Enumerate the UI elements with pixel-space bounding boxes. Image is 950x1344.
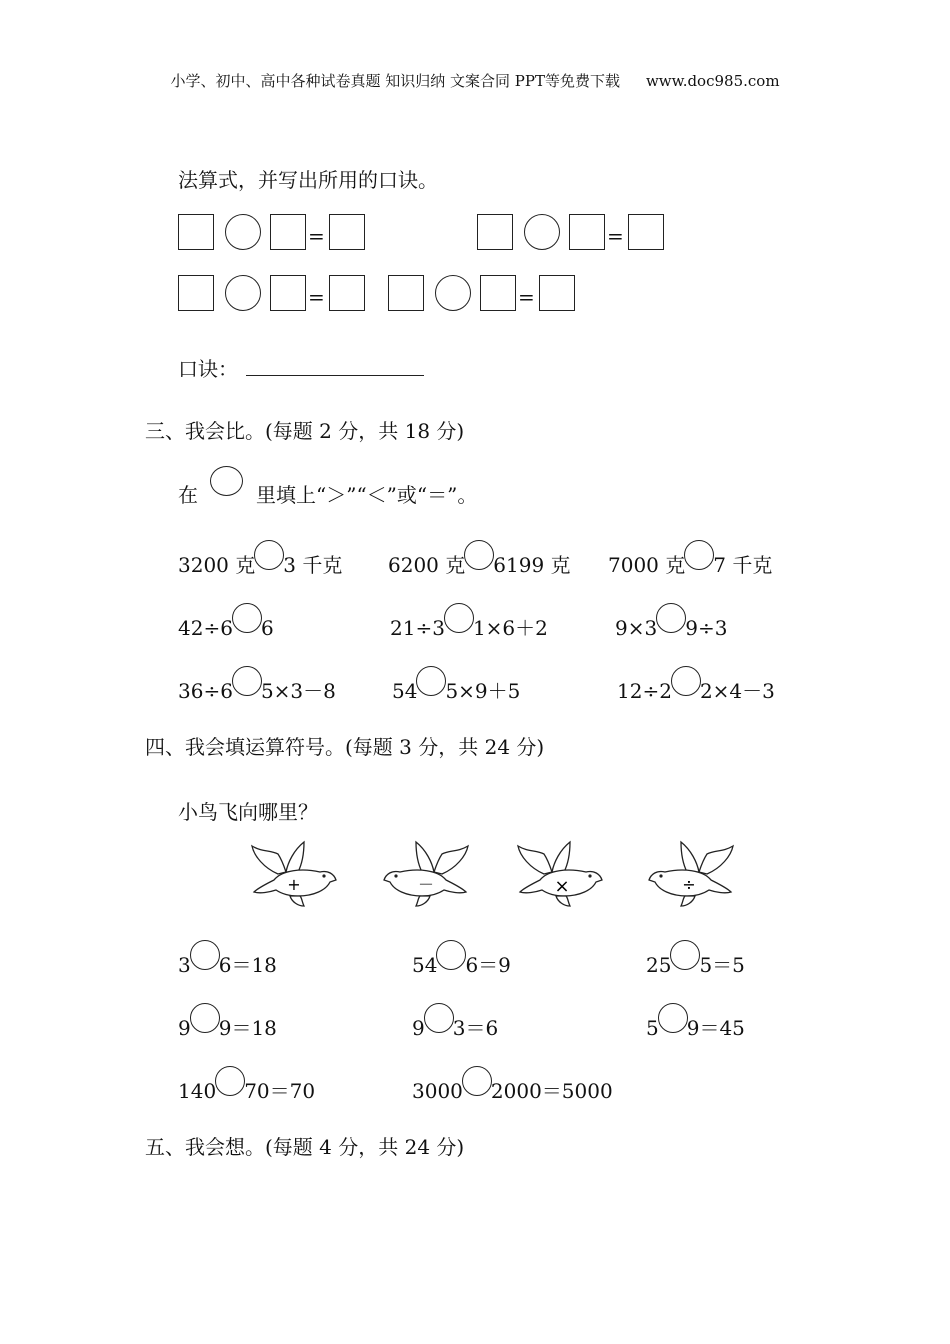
- answer-box[interactable]: [388, 275, 424, 311]
- compare-item-3: [608, 540, 772, 578]
- compare-right: 3 千克: [283, 553, 343, 577]
- compare-circle[interactable]: [656, 603, 686, 633]
- answer-box[interactable]: [178, 275, 214, 311]
- dove-times-icon: [514, 840, 606, 908]
- operand-right: 2000＝5000: [490, 1079, 613, 1103]
- answer-box[interactable]: [329, 214, 365, 250]
- compare-left: 21÷3: [390, 616, 445, 640]
- operand-left: 3000: [412, 1079, 463, 1103]
- bird-symbol: ×: [554, 876, 570, 897]
- bird-symbol: +: [287, 875, 301, 894]
- operator-circle[interactable]: [225, 214, 261, 250]
- compare-circle[interactable]: [254, 540, 284, 570]
- operator-item-6: [646, 1003, 745, 1041]
- dove-plus-icon: [248, 840, 340, 908]
- operator-item-4: [178, 1003, 277, 1041]
- compare-item-4: [178, 603, 274, 640]
- formula-answer-line[interactable]: [246, 375, 424, 376]
- operator-circle[interactable]: [435, 275, 471, 311]
- compare-circle[interactable]: [416, 666, 446, 696]
- compare-item-7: [178, 666, 336, 704]
- equals-sign: =: [518, 285, 535, 309]
- compare-right: 5×9＋5: [445, 679, 521, 703]
- answer-box[interactable]: [178, 214, 214, 250]
- compare-right: 1×6＋2: [472, 616, 548, 640]
- operator-circle[interactable]: [215, 1066, 245, 1096]
- compare-item-8: [392, 666, 520, 704]
- operand-right: 6＝18: [218, 953, 277, 977]
- compare-right: 6199 克: [493, 553, 571, 577]
- compare-item-2: [388, 540, 571, 578]
- answer-box[interactable]: [569, 214, 605, 250]
- answer-box[interactable]: [628, 214, 664, 250]
- operator-circle[interactable]: [524, 214, 560, 250]
- compare-circle[interactable]: [464, 540, 494, 570]
- header-text: 小学、初中、高中各种试卷真题 知识归纳 文案合同 PPT等免费下载: [170, 72, 620, 90]
- q3-instruction: [178, 479, 198, 508]
- compare-left: 54: [392, 679, 418, 703]
- bird-symbol: －: [417, 875, 435, 894]
- operand-left: 25: [646, 953, 672, 977]
- equals-sign: =: [607, 224, 624, 248]
- answer-box[interactable]: [270, 275, 306, 311]
- compare-circle[interactable]: [232, 666, 262, 696]
- q4-subtitle: 小鸟飞向哪里？: [178, 800, 318, 824]
- formula-label: 口诀：: [178, 357, 238, 381]
- example-circle: [210, 466, 243, 496]
- operator-circle[interactable]: [670, 940, 700, 970]
- compare-circle[interactable]: [444, 603, 474, 633]
- compare-circle[interactable]: [671, 666, 701, 696]
- compare-left: 42÷6: [178, 616, 233, 640]
- dove-divide-icon: [645, 840, 737, 908]
- compare-right: 2×4－3: [699, 679, 775, 703]
- operand-left: 54: [412, 953, 438, 977]
- equals-sign: =: [308, 224, 325, 248]
- compare-circle[interactable]: [232, 603, 262, 633]
- operator-circle[interactable]: [658, 1003, 688, 1033]
- q3-instruction-pre: 在: [178, 483, 198, 507]
- operand-right: 9＝18: [218, 1016, 277, 1040]
- compare-left: 9×3: [615, 616, 658, 640]
- bird-symbol: ÷: [682, 875, 696, 894]
- answer-box[interactable]: [270, 214, 306, 250]
- compare-item-1: [178, 540, 342, 578]
- operand-left: 5: [646, 1016, 659, 1040]
- compare-right: 7 千克: [713, 553, 773, 577]
- operand-left: 9: [178, 1016, 191, 1040]
- compare-left: 12÷2: [617, 679, 672, 703]
- operand-right: 9＝45: [686, 1016, 745, 1040]
- operator-circle[interactable]: [190, 1003, 220, 1033]
- operator-item-8: [412, 1066, 613, 1104]
- answer-box[interactable]: [480, 275, 516, 311]
- section-3-title: 三、我会比。(每题 2 分，共 18 分): [145, 419, 465, 443]
- header-url: www.doc985.com: [645, 72, 780, 90]
- compare-right: 9÷3: [685, 616, 728, 640]
- operator-item-5: [412, 1003, 498, 1041]
- operator-circle[interactable]: [436, 940, 466, 970]
- q3-instruction-post: 里填上“＞”“＜”或“＝”。: [256, 483, 478, 507]
- operand-left: 9: [412, 1016, 425, 1040]
- operator-item-7: [178, 1066, 315, 1104]
- compare-item-5: [390, 603, 548, 641]
- compare-item-6: [615, 603, 727, 640]
- operator-item-1: [178, 940, 277, 978]
- operator-circle[interactable]: [462, 1066, 492, 1096]
- answer-box[interactable]: [477, 214, 513, 250]
- operator-circle[interactable]: [190, 940, 220, 970]
- compare-left: 3200 克: [178, 553, 256, 577]
- operand-right: 5＝5: [699, 953, 745, 977]
- operand-left: 140: [178, 1079, 217, 1103]
- answer-box[interactable]: [329, 275, 365, 311]
- operator-circle[interactable]: [225, 275, 261, 311]
- compare-left: 6200 克: [388, 553, 466, 577]
- page-header: [0, 70, 950, 91]
- operand-right: 70＝70: [244, 1079, 316, 1103]
- operator-item-2: [412, 940, 511, 978]
- section-4-title: 四、我会填运算符号。(每题 3 分，共 24 分): [145, 735, 545, 759]
- compare-right: 6: [260, 616, 274, 640]
- compare-left: 36÷6: [178, 679, 233, 703]
- answer-box[interactable]: [539, 275, 575, 311]
- compare-item-9: [617, 666, 775, 704]
- compare-left: 7000 克: [608, 553, 686, 577]
- equals-sign: =: [308, 285, 325, 309]
- compare-circle[interactable]: [684, 540, 714, 570]
- dove-minus-icon: [380, 840, 472, 908]
- operator-circle[interactable]: [424, 1003, 454, 1033]
- operand-right: 3＝6: [452, 1016, 499, 1040]
- section-5-title: 五、我会想。(每题 4 分，共 24 分): [145, 1135, 465, 1159]
- operand-left: 3: [178, 953, 191, 977]
- operator-item-3: [646, 940, 745, 978]
- compare-right: 5×3－8: [260, 679, 336, 703]
- q2-instruction: 法算式，并写出所用的口诀。: [178, 168, 438, 192]
- operand-right: 6＝9: [465, 953, 511, 977]
